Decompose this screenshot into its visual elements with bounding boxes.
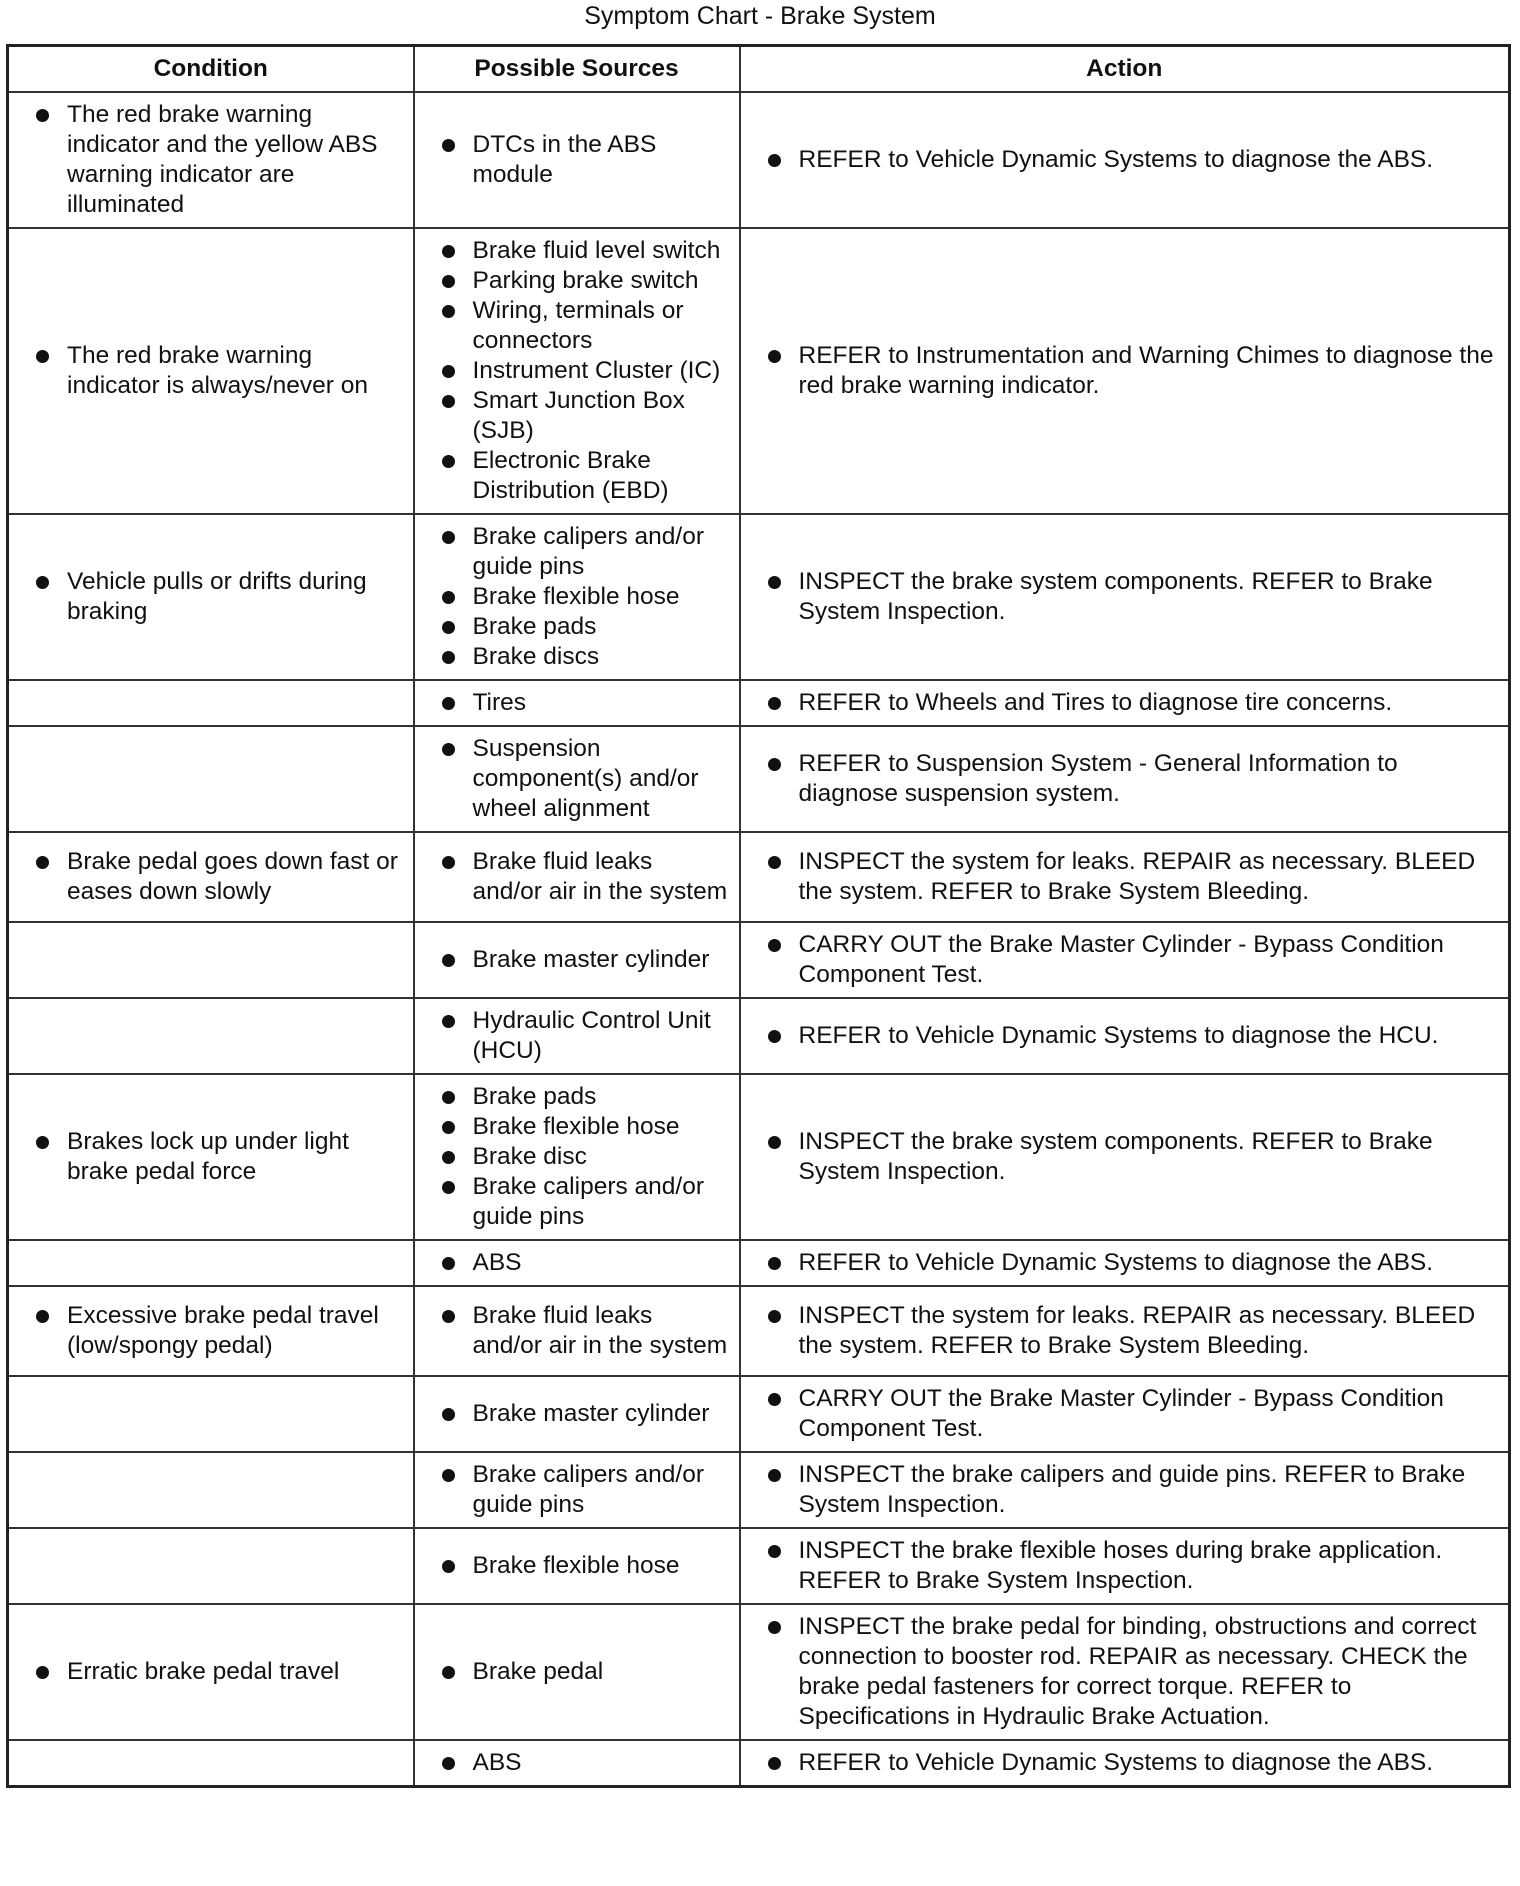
list-item: ABS [415,1748,729,1778]
list-item: Excessive brake pedal travel (low/spongy pedal) [9,1301,403,1361]
symptom-chart-table [6,44,1511,1788]
list-item: Brake calipers and/or guide pins [415,522,729,582]
condition-cell [8,1286,414,1376]
possible-sources-cell [414,1074,740,1240]
condition-cell [8,1376,414,1452]
bullet-list [741,923,1509,997]
list-item: REFER to Vehicle Dynamic Systems to diagnose the ABS. [741,1248,1499,1278]
possible-sources-cell [414,726,740,832]
bullet-list [741,681,1509,725]
list-item: REFER to Vehicle Dynamic Systems to diagnose the ABS. [741,1748,1499,1778]
list-item: INSPECT the brake pedal for binding, obstructions and correct connection to booster rod. REPAIR as necessary. CHECK the brake pedal fasteners for correct torque. REFER to Specifications in Hydraulic Brake Actuation. [741,1612,1499,1732]
list-item: Electronic Brake Distribution (EBD) [415,446,729,506]
condition-cell [8,514,414,680]
possible-sources-cell [414,1376,740,1452]
list-item: INSPECT the brake system components. REFER to Brake System Inspection. [741,567,1499,627]
table-row [8,680,1510,726]
bullet-list [415,840,739,914]
possible-sources-cell [414,228,740,514]
action-cell [740,1528,1510,1604]
table-row [8,726,1510,832]
list-item: REFER to Vehicle Dynamic Systems to diagnose the ABS. [741,145,1499,175]
list-item: CARRY OUT the Brake Master Cylinder - Bypass Condition Component Test. [741,1384,1499,1444]
table-row [8,1604,1510,1740]
condition-cell [8,832,414,922]
bullet-list [741,1605,1509,1739]
list-item: Hydraulic Control Unit (HCU) [415,1006,729,1066]
condition-cell [8,1740,414,1787]
table-row [8,1740,1510,1787]
table-row [8,832,1510,922]
condition-cell [8,998,414,1074]
table-row [8,1452,1510,1528]
action-cell [740,922,1510,998]
bullet-list [741,1120,1509,1194]
possible-sources-cell [414,998,740,1074]
list-item: Smart Junction Box (SJB) [415,386,729,446]
bullet-list [9,1650,413,1694]
bullet-list [741,560,1509,634]
list-item: Brakes lock up under light brake pedal force [9,1127,403,1187]
condition-cell [8,1074,414,1240]
condition-cell [8,92,414,228]
list-item: Brake calipers and/or guide pins [415,1172,729,1232]
table-row [8,922,1510,998]
table-row [8,1286,1510,1376]
list-item: INSPECT the system for leaks. REPAIR as necessary. BLEED the system. REFER to Brake System Bleeding. [741,1301,1499,1361]
bullet-list [741,1741,1509,1785]
table-row [8,998,1510,1074]
action-cell [740,514,1510,680]
list-item: Brake fluid leaks and/or air in the system [415,1301,729,1361]
possible-sources-cell [414,1286,740,1376]
page-title: Symptom Chart - Brake System [584,2,936,30]
bullet-list [415,727,739,831]
list-item: Brake fluid level switch [415,236,729,266]
bullet-list [9,1294,413,1368]
bullet-list [415,1544,739,1588]
bullet-list [415,1392,739,1436]
action-cell [740,92,1510,228]
list-item: Brake calipers and/or guide pins [415,1460,729,1520]
action-cell [740,228,1510,514]
list-item: Instrument Cluster (IC) [415,356,729,386]
bullet-list [9,1120,413,1194]
list-item: Brake pedal goes down fast or eases down slowly [9,847,403,907]
bullet-list [415,1650,739,1694]
bullet-list [741,1377,1509,1451]
list-item: Brake flexible hose [415,582,729,612]
bullet-list [9,334,413,408]
bullet-list [415,1241,739,1285]
possible-sources-cell [414,1604,740,1740]
list-item: Brake pads [415,1082,729,1112]
list-item: Wiring, terminals or connectors [415,296,729,356]
list-item: INSPECT the system for leaks. REPAIR as necessary. BLEED the system. REFER to Brake System Bleeding. [741,847,1499,907]
possible-sources-cell [414,1452,740,1528]
action-cell [740,832,1510,922]
possible-sources-cell [414,1240,740,1286]
bullet-list [415,229,739,513]
list-item: Brake pads [415,612,729,642]
table-header-row [8,46,1510,93]
list-item: REFER to Suspension System - General Information to diagnose suspension system. [741,749,1499,809]
bullet-list [741,138,1509,182]
action-cell [740,1376,1510,1452]
bullet-list [741,1453,1509,1527]
possible-sources-cell [414,514,740,680]
bullet-list [9,560,413,634]
list-item: Brake flexible hose [415,1112,729,1142]
bullet-list [741,840,1509,914]
list-item: Brake master cylinder [415,1399,729,1429]
list-item: Erratic brake pedal travel [9,1657,403,1687]
table-row [8,228,1510,514]
condition-cell [8,228,414,514]
possible-sources-cell [414,680,740,726]
action-cell [740,1240,1510,1286]
list-item: INSPECT the brake flexible hoses during brake application. REFER to Brake System Inspection. [741,1536,1499,1596]
list-item: The red brake warning indicator and the yellow ABS warning indicator are illuminated [9,100,403,220]
list-item: Suspension component(s) and/or wheel alignment [415,734,729,824]
bullet-list [415,123,739,197]
bullet-list [741,1294,1509,1368]
bullet-list [415,1453,739,1527]
bullet-list [415,1075,739,1239]
table-row [8,1240,1510,1286]
bullet-list [415,515,739,679]
condition-cell [8,1452,414,1528]
bullet-list [415,1741,739,1785]
bullet-list [741,334,1509,408]
list-item: Parking brake switch [415,266,729,296]
possible-sources-cell [414,832,740,922]
bullet-list [415,681,739,725]
action-cell [740,1286,1510,1376]
list-item: REFER to Vehicle Dynamic Systems to diagnose the HCU. [741,1021,1499,1051]
header-action: Action [740,46,1510,93]
possible-sources-cell [414,1740,740,1787]
possible-sources-cell [414,1528,740,1604]
list-item: CARRY OUT the Brake Master Cylinder - Bypass Condition Component Test. [741,930,1499,990]
list-item: The red brake warning indicator is always/never on [9,341,403,401]
bullet-list [415,1294,739,1368]
action-cell [740,998,1510,1074]
list-item: INSPECT the brake system components. REFER to Brake System Inspection. [741,1127,1499,1187]
list-item: DTCs in the ABS module [415,130,729,190]
condition-cell [8,726,414,832]
list-item: INSPECT the brake calipers and guide pins. REFER to Brake System Inspection. [741,1460,1499,1520]
possible-sources-cell [414,92,740,228]
table-row [8,1528,1510,1604]
condition-cell [8,680,414,726]
bullet-list [741,1529,1509,1603]
list-item: Vehicle pulls or drifts during braking [9,567,403,627]
table-row [8,514,1510,680]
header-possible-sources: Possible Sources [414,46,740,93]
table-body [8,92,1510,1787]
bullet-list [415,999,739,1073]
bullet-list [741,1014,1509,1058]
list-item: Brake discs [415,642,729,672]
bullet-list [415,938,739,982]
condition-cell [8,1604,414,1740]
table-row [8,92,1510,228]
list-item: Brake pedal [415,1657,729,1687]
list-item: ABS [415,1248,729,1278]
header-condition: Condition [8,46,414,93]
condition-cell [8,1528,414,1604]
action-cell [740,1452,1510,1528]
action-cell [740,680,1510,726]
condition-cell [8,922,414,998]
possible-sources-cell [414,922,740,998]
bullet-list [9,93,413,227]
bullet-list [741,1241,1509,1285]
action-cell [740,1604,1510,1740]
action-cell [740,1740,1510,1787]
list-item: Brake flexible hose [415,1551,729,1581]
bullet-list [741,742,1509,816]
bullet-list [9,840,413,914]
list-item: Brake disc [415,1142,729,1172]
action-cell [740,726,1510,832]
list-item: Tires [415,688,729,718]
condition-cell [8,1240,414,1286]
table-row [8,1376,1510,1452]
list-item: REFER to Wheels and Tires to diagnose tire concerns. [741,688,1499,718]
table-row [8,1074,1510,1240]
list-item: Brake fluid leaks and/or air in the system [415,847,729,907]
action-cell [740,1074,1510,1240]
list-item: REFER to Instrumentation and Warning Chimes to diagnose the red brake warning indicator. [741,341,1499,401]
list-item: Brake master cylinder [415,945,729,975]
